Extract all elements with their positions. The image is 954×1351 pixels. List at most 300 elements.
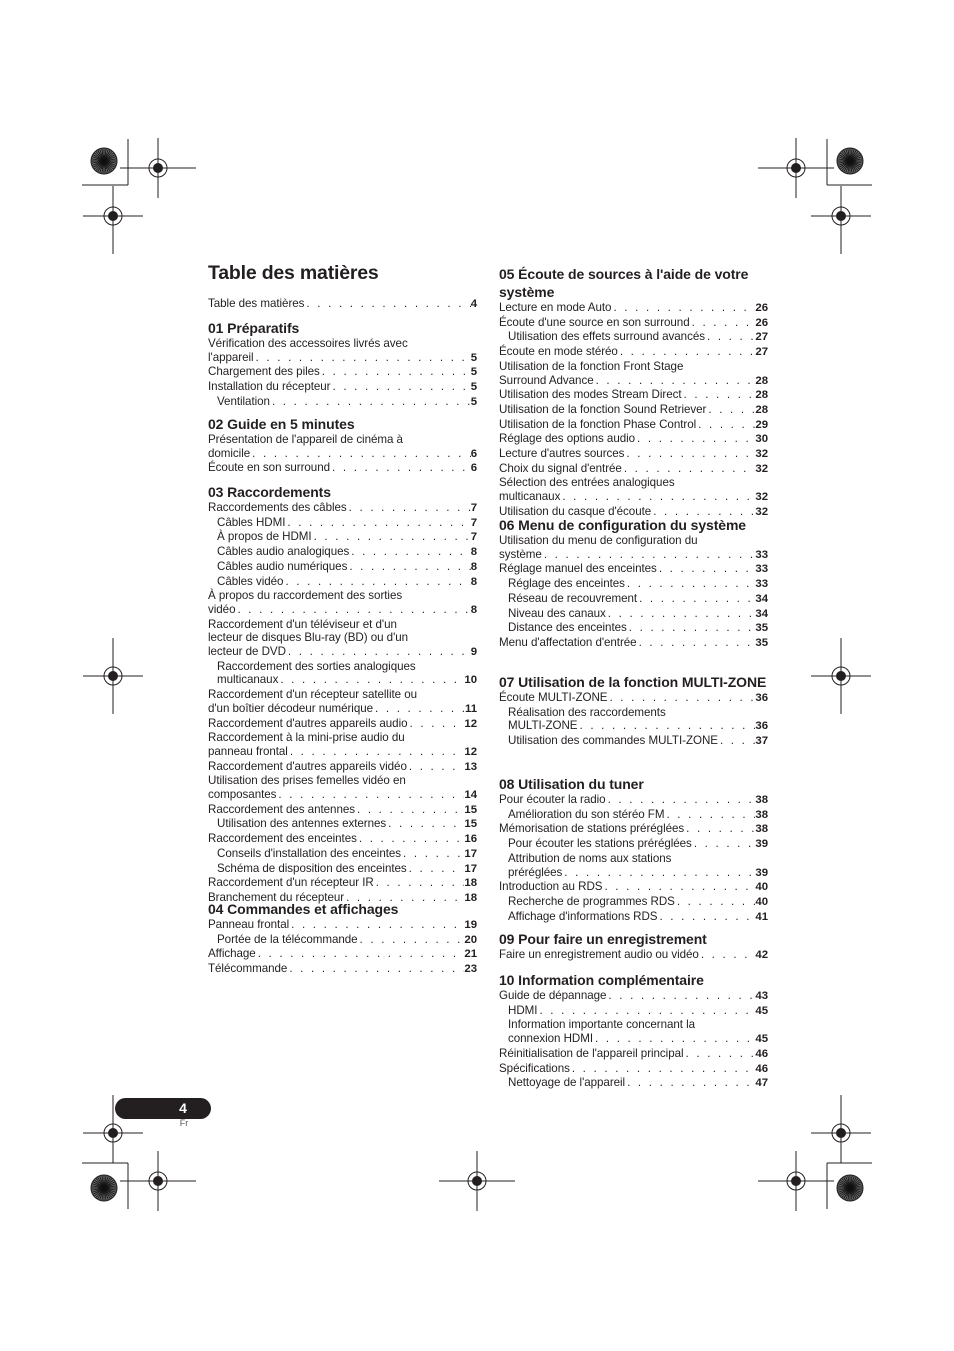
- toc-entry-text-line: Raccordement des sorties analogiques: [217, 659, 416, 673]
- toc-entry[interactable]: [499, 822, 768, 837]
- dot-leader: [542, 548, 756, 562]
- toc-entry[interactable]: [208, 731, 477, 759]
- toc-page-number: 40: [755, 895, 768, 908]
- dot-leader: [682, 388, 756, 402]
- toc-entry-text-line: Sélection des entrées analogiques: [499, 476, 675, 490]
- toc-entry-text-line: lecteur de disques Blu-ray (BD) ou d'un: [208, 631, 409, 645]
- section-heading: 02 Guide en 5 minutes: [208, 416, 355, 432]
- dot-leader: [250, 447, 471, 461]
- dot-leader: [312, 530, 471, 544]
- toc-entry[interactable]: [208, 530, 477, 545]
- toc-entry-title: Guide de dépannage: [499, 989, 607, 1002]
- toc-entry[interactable]: [499, 706, 768, 734]
- toc-entry[interactable]: [499, 462, 768, 477]
- dot-leader: [627, 621, 756, 635]
- toc-entry-title: l'appareil: [208, 350, 254, 364]
- toc-entry[interactable]: [499, 621, 768, 636]
- toc-entry-text-line: Utilisation des prises femelles vidéo en: [208, 774, 406, 788]
- dot-leader: [606, 607, 756, 621]
- toc-entry[interactable]: [208, 660, 477, 688]
- toc-entry-title: Raccordement des antennes: [208, 802, 355, 816]
- toc-page-number: 32: [755, 491, 768, 504]
- toc-entry[interactable]: [208, 947, 477, 962]
- section-heading: 04 Commandes et affichages: [208, 901, 399, 917]
- toc-entry-title: Utilisation du casque d'écoute: [499, 504, 652, 518]
- section-heading: 06 Menu de configuration du système: [499, 517, 746, 533]
- section-heading: 01 Préparatifs: [208, 320, 300, 336]
- toc-page-number: 39: [755, 838, 768, 851]
- toc-entry[interactable]: [499, 910, 768, 925]
- toc-entry[interactable]: [208, 516, 477, 531]
- toc-page-number: 34: [755, 592, 768, 605]
- toc-page-number: 26: [755, 302, 768, 314]
- dot-leader: [578, 719, 756, 733]
- toc-page-number: 40: [755, 881, 768, 894]
- toc-entry[interactable]: [208, 717, 477, 732]
- toc-entry[interactable]: [499, 808, 768, 823]
- toc-page-number: 46: [755, 1047, 768, 1060]
- dot-leader: [408, 717, 465, 731]
- page-number-badge: [115, 1098, 211, 1119]
- toc-page-number: 16: [464, 833, 477, 846]
- toc-page-number: 27: [755, 346, 768, 359]
- toc-page-number: 10: [464, 674, 477, 687]
- dot-leader: [699, 948, 756, 962]
- toc-entry-title: Chargement des piles: [208, 365, 320, 379]
- toc-page-number: 33: [755, 578, 768, 591]
- dot-leader: [664, 808, 755, 822]
- toc-page-number: 34: [755, 607, 768, 620]
- toc-entry-title: vidéo: [208, 602, 236, 616]
- toc-entry[interactable]: [208, 962, 477, 977]
- toc-entry-text-line: Raccordement à la mini-prise audio du: [208, 731, 405, 745]
- toc-entry[interactable]: [208, 501, 477, 516]
- toc-entry[interactable]: [499, 476, 768, 504]
- dot-leader: [593, 1032, 755, 1046]
- toc-page-number: 46: [755, 1062, 768, 1075]
- toc-entry[interactable]: [499, 895, 768, 910]
- dot-leader: [618, 345, 756, 359]
- toc-entry-title: Raccordements des câbles: [208, 501, 347, 514]
- toc-entry[interactable]: [499, 562, 768, 577]
- toc-entry-title: Utilisation de la fonction Phase Control: [499, 417, 697, 431]
- toc-page-number: 8: [470, 560, 477, 573]
- toc-entry-text-line: Attribution de noms aux stations: [508, 851, 672, 865]
- toc-page-number: 8: [470, 575, 477, 588]
- toc-section: [208, 900, 477, 977]
- toc-entry-text-line: Réalisation des raccordements: [508, 705, 666, 719]
- toc-page-number: 42: [755, 949, 768, 961]
- toc-entry-title: Affichage: [208, 947, 256, 961]
- toc-page-number: 15: [464, 818, 477, 831]
- toc-entry[interactable]: [499, 316, 768, 331]
- toc-entry[interactable]: [208, 380, 477, 395]
- toc-page-number: 7: [470, 516, 477, 529]
- toc-entry-title: Table des matières: [208, 297, 305, 310]
- toc-page-number: 6: [470, 462, 477, 475]
- toc-page-number: 14: [464, 789, 477, 802]
- toc-entry[interactable]: [208, 365, 477, 380]
- toc-page-number: 39: [755, 866, 768, 879]
- toc-entry-title: Écoute en mode stéréo: [499, 345, 618, 359]
- toc-entry-title: lecteur de DVD: [208, 645, 286, 659]
- dot-leader: [602, 880, 755, 894]
- toc-entry-title: Raccordement d'autres appareils vidéo: [208, 759, 407, 773]
- toc-entry-title: multicanaux: [217, 673, 279, 687]
- toc-page-number: 38: [755, 808, 768, 821]
- toc-entry[interactable]: [208, 297, 477, 312]
- dot-leader: [624, 447, 755, 461]
- toc-entry[interactable]: [499, 1004, 768, 1019]
- toc-page-number: 5: [470, 351, 477, 364]
- dot-leader: [254, 351, 471, 365]
- toc-page-number: 8: [470, 603, 477, 616]
- toc-entry[interactable]: [208, 461, 477, 476]
- toc-entry[interactable]: [208, 803, 477, 818]
- toc-entry-title: Raccordement des enceintes: [208, 832, 357, 846]
- toc-entry-text-line: Utilisation du menu de configuration du: [499, 534, 698, 547]
- dot-leader: [256, 947, 465, 961]
- toc-page-number: 7: [470, 502, 477, 514]
- toc-section: [499, 673, 768, 749]
- dot-leader: [270, 395, 471, 409]
- section-heading: 07 Utilisation de la fonction MULTI-ZONE: [499, 674, 767, 690]
- dot-leader: [657, 910, 755, 924]
- toc-entry[interactable]: [208, 688, 477, 716]
- toc-page-number: 15: [464, 803, 477, 816]
- toc-page-number: 28: [755, 403, 768, 416]
- toc-entry[interactable]: [208, 618, 477, 660]
- dot-leader: [235, 603, 470, 617]
- toc-entry-title: Ventilation: [217, 394, 270, 408]
- toc-section: [208, 483, 477, 906]
- toc-entry-title: Câbles vidéo: [217, 574, 284, 588]
- toc-entry[interactable]: [208, 774, 477, 802]
- toc-entry[interactable]: [499, 1047, 768, 1062]
- toc-page-number: 7: [470, 531, 477, 544]
- dot-leader: [625, 577, 756, 591]
- toc-page-number: 19: [464, 919, 477, 931]
- toc-entry-title: Affichage d'informations RDS: [508, 909, 658, 923]
- toc-entry-title: Schéma de disposition des enceintes: [217, 861, 407, 875]
- section-heading: 03 Raccordements: [208, 484, 331, 500]
- toc-page-number: 6: [470, 447, 477, 460]
- toc-entry-title: Utilisation des effets surround avancés: [508, 330, 705, 344]
- toc-entry-title: préréglées: [508, 865, 563, 879]
- toc-entry-title: Conseils d'installation des enceintes: [217, 846, 402, 860]
- toc-page-number: 32: [755, 462, 768, 475]
- toc-entry[interactable]: [499, 1076, 768, 1091]
- toc-page-number: 33: [755, 548, 768, 561]
- dot-leader: [347, 501, 471, 515]
- toc-entry-title: Distance des enceintes: [508, 621, 627, 635]
- dot-leader: [285, 516, 470, 530]
- toc-page-number: 12: [464, 717, 477, 730]
- toc-entry-text-line: Présentation de l'appareil de cinéma à: [208, 433, 403, 446]
- toc-entry-title: Lecture en mode Auto: [499, 301, 612, 314]
- toc-entry-title: Câbles audio numériques: [217, 559, 348, 573]
- dot-leader: [355, 803, 464, 817]
- section-heading: 08 Utilisation du tuner: [499, 776, 644, 792]
- toc-entry-text-line: Raccordement d'un téléviseur et d'un: [208, 617, 397, 631]
- toc-entry[interactable]: [499, 691, 768, 706]
- toc-entry[interactable]: [499, 989, 768, 1004]
- toc-entry[interactable]: [208, 589, 477, 617]
- toc-page-number: 5: [470, 366, 477, 379]
- section-heading: 09 Pour faire un enregistrement: [499, 931, 707, 947]
- toc-entry[interactable]: [499, 330, 768, 345]
- toc-entry[interactable]: [208, 862, 477, 877]
- toc-entry[interactable]: [208, 760, 477, 775]
- dot-leader: [690, 316, 756, 330]
- dot-leader: [606, 989, 755, 1003]
- page-title: Table des matières: [208, 262, 379, 284]
- dot-leader: [684, 1047, 756, 1061]
- dot-leader: [288, 745, 465, 759]
- page-number: 4: [179, 1100, 187, 1116]
- toc-page-number: 18: [464, 891, 477, 904]
- toc-page-number: 5: [470, 395, 477, 408]
- toc-page-number: 9: [470, 646, 477, 659]
- toc-page-number: 37: [755, 735, 768, 748]
- dot-leader: [358, 933, 465, 947]
- toc-entry-title: Pour écouter les stations préréglées: [508, 837, 692, 851]
- toc-page-number: 27: [755, 331, 768, 344]
- toc-entry-title: Surround Advance: [499, 373, 594, 387]
- toc-entry-title: Panneau frontal: [208, 918, 290, 931]
- toc-entry-text-line: À propos du raccordement des sorties: [208, 589, 403, 603]
- toc-entry[interactable]: [499, 793, 768, 808]
- toc-entry-title: Faire un enregistrement audio ou vidéo: [499, 948, 699, 961]
- dot-leader: [611, 301, 755, 315]
- toc-entry-title: Recherche de programmes RDS: [508, 894, 675, 908]
- toc-entry-title: Amélioration du son stéréo FM: [508, 807, 665, 821]
- toc-entry-title: À propos de HDMI: [217, 530, 312, 544]
- toc-entry-title: système: [499, 547, 542, 561]
- toc-entry-title: Utilisation de la fonction Sound Retriever: [499, 402, 707, 416]
- dot-leader: [706, 403, 755, 417]
- dot-leader: [401, 847, 464, 861]
- dot-leader: [657, 562, 756, 576]
- toc-entry-title: Réglage manuel des enceintes: [499, 562, 657, 576]
- toc-entry[interactable]: [499, 301, 768, 316]
- toc-entry-title: Câbles audio analogiques: [217, 545, 350, 559]
- dot-leader: [606, 793, 756, 807]
- dot-leader: [276, 788, 464, 802]
- toc-entry-title: Niveau des canaux: [508, 606, 606, 620]
- dot-leader: [675, 895, 756, 909]
- toc-entry[interactable]: [499, 418, 768, 433]
- toc-entry-title: Installation du récepteur: [208, 380, 331, 394]
- toc-entry-title: Réglage des options audio: [499, 432, 636, 446]
- toc-page-number: 11: [465, 702, 477, 715]
- dot-leader: [407, 760, 465, 774]
- toc-entry-title: Utilisation des commandes MULTI-ZONE: [508, 734, 718, 748]
- toc-page-number: 28: [755, 374, 768, 387]
- dot-leader: [304, 297, 470, 311]
- toc-page-number: 38: [755, 823, 768, 836]
- toc-entry-title: panneau frontal: [208, 744, 288, 758]
- dot-leader: [286, 645, 471, 659]
- toc-entry-title: Choix du signal d'entrée: [499, 461, 622, 475]
- toc-entry[interactable]: [499, 345, 768, 360]
- toc-page-number: 32: [755, 505, 768, 518]
- toc-entry[interactable]: [208, 575, 477, 590]
- toc-entry-title: Raccordement d'autres appareils audio: [208, 716, 408, 730]
- toc-entry[interactable]: [499, 607, 768, 622]
- toc-entry-title: Câbles HDMI: [217, 515, 286, 529]
- dot-leader: [637, 636, 756, 650]
- toc-page-number: 12: [464, 745, 477, 758]
- toc-entry-title: HDMI: [508, 1003, 538, 1017]
- toc-page-number: 32: [755, 448, 768, 461]
- toc-entry-title: Menu d'affectation d'entrée: [499, 635, 637, 649]
- toc-entry[interactable]: [499, 447, 768, 462]
- toc-entry-title: Portée de la télécommande: [217, 932, 358, 946]
- toc-page-number: 5: [470, 381, 477, 394]
- toc-entry[interactable]: [499, 592, 768, 607]
- toc-entry-title: multicanaux: [499, 490, 561, 504]
- dot-leader: [386, 817, 464, 831]
- toc-page-number: 43: [755, 990, 768, 1002]
- toc-page-number: 36: [755, 720, 768, 733]
- dot-leader: [537, 1004, 755, 1018]
- toc-section: [499, 265, 768, 520]
- toc-page-number: 18: [464, 877, 477, 890]
- toc-entry-title: Réinitialisation de l'appareil principal: [499, 1046, 684, 1060]
- toc-page-number: 33: [755, 563, 768, 576]
- toc-entry-title: Lecture d'autres sources: [499, 447, 625, 461]
- toc-section: [208, 319, 477, 410]
- toc-entry[interactable]: [208, 395, 477, 410]
- dot-leader: [705, 330, 755, 344]
- toc-entry-title: Écoute en son surround: [208, 461, 331, 475]
- toc-entry[interactable]: [499, 1062, 768, 1077]
- toc-entry[interactable]: [208, 832, 477, 847]
- toc-page-number: 26: [755, 316, 768, 329]
- section-heading: 10 Information complémentaire: [499, 972, 704, 988]
- toc-entry-title: Pour écouter la radio: [499, 793, 606, 806]
- dot-leader: [283, 575, 470, 589]
- toc-page-number: 41: [755, 910, 768, 923]
- dot-leader: [373, 702, 465, 716]
- dot-leader: [625, 1076, 755, 1090]
- dot-leader: [374, 876, 465, 890]
- toc-entry[interactable]: [208, 545, 477, 560]
- dot-leader: [349, 545, 470, 559]
- toc-page-number: 45: [755, 1004, 768, 1017]
- toc-entry-title: Raccordement d'un récepteur IR: [208, 876, 374, 890]
- toc-entry[interactable]: [208, 876, 477, 891]
- toc-entry[interactable]: [499, 432, 768, 447]
- toc-entry[interactable]: [499, 1018, 768, 1046]
- dot-leader: [330, 461, 471, 475]
- section-heading: 05 Écoute de sources à l'aide de votre système: [499, 266, 749, 300]
- dot-leader: [562, 866, 755, 880]
- toc-page-number: 13: [464, 760, 477, 773]
- toc-entry[interactable]: [499, 577, 768, 592]
- toc-entry-text-line: Vérification des accessoires livrés avec: [208, 337, 408, 350]
- toc-entry-title: Écoute d'une source en son surround: [499, 315, 690, 329]
- toc-section: [208, 297, 477, 312]
- toc-entry[interactable]: [208, 817, 477, 832]
- toc-entry[interactable]: [499, 734, 768, 749]
- toc-entry[interactable]: [208, 337, 477, 365]
- toc-page-number: 30: [755, 433, 768, 446]
- toc-entry[interactable]: [208, 847, 477, 862]
- toc-section: [499, 775, 768, 924]
- toc-section: [499, 516, 768, 651]
- toc-entry[interactable]: [499, 534, 768, 562]
- dot-leader: [357, 832, 465, 846]
- toc-page-number: 47: [755, 1077, 768, 1090]
- toc-entry[interactable]: [499, 837, 768, 852]
- dot-leader: [607, 691, 755, 705]
- toc-entry[interactable]: [499, 388, 768, 403]
- toc-entry-title: composantes: [208, 788, 277, 802]
- toc-entry-title: Réseau de recouvrement: [508, 591, 638, 605]
- toc-entry-text-line: Information importante concernant la: [508, 1018, 696, 1032]
- toc-entry-title: Utilisation des modes Stream Direct: [499, 388, 682, 402]
- toc-page-number: 21: [464, 948, 477, 961]
- toc-section: [499, 930, 768, 963]
- toc-page-number: 4: [470, 298, 477, 310]
- toc-entry[interactable]: [208, 560, 477, 575]
- toc-entry-title: d'un boîtier décodeur numérique: [208, 701, 374, 715]
- toc-entry-text-line: Utilisation de la fonction Front Stage: [499, 359, 684, 373]
- toc-entry[interactable]: [499, 880, 768, 895]
- toc-page-number: 17: [464, 847, 477, 860]
- dot-leader: [320, 365, 471, 379]
- toc-entry-title: domicile: [208, 446, 251, 460]
- toc-page-number: 17: [464, 862, 477, 875]
- toc-entry[interactable]: [208, 918, 477, 933]
- dot-leader: [692, 837, 756, 851]
- dot-leader: [635, 432, 755, 446]
- dot-leader: [637, 592, 755, 606]
- toc-page-number: 8: [470, 546, 477, 559]
- toc-entry-text-line: Raccordement d'un récepteur satellite ou: [208, 688, 418, 702]
- toc-entry[interactable]: [208, 433, 477, 461]
- toc-entry[interactable]: [499, 852, 768, 880]
- toc-entry-title: Écoute MULTI-ZONE: [499, 691, 608, 704]
- toc-section: [208, 415, 477, 476]
- dot-leader: [407, 862, 465, 876]
- toc-page-number: 38: [755, 794, 768, 806]
- dot-leader: [684, 822, 755, 836]
- dot-leader: [594, 374, 756, 388]
- dot-leader: [570, 1062, 756, 1076]
- toc-entry-title: Télécommande: [208, 962, 288, 976]
- dot-leader: [622, 462, 756, 476]
- toc-entry[interactable]: [499, 636, 768, 651]
- toc-page-number: 29: [755, 418, 768, 431]
- toc-page-number: 28: [755, 389, 768, 402]
- dot-leader: [560, 490, 755, 504]
- dot-leader: [718, 734, 755, 748]
- toc-entry[interactable]: [499, 403, 768, 418]
- toc-entry-title: connexion HDMI: [508, 1032, 594, 1046]
- toc-entry[interactable]: [208, 933, 477, 948]
- toc-entry[interactable]: [499, 948, 768, 963]
- dot-leader: [347, 560, 470, 574]
- toc-page-number: 35: [755, 622, 768, 635]
- toc-entry[interactable]: [499, 360, 768, 388]
- toc-page-number: 20: [464, 933, 477, 946]
- dot-leader: [696, 418, 755, 432]
- language-code: Fr: [179, 1118, 189, 1128]
- toc-entry-title: Utilisation des antennes externes: [217, 817, 387, 831]
